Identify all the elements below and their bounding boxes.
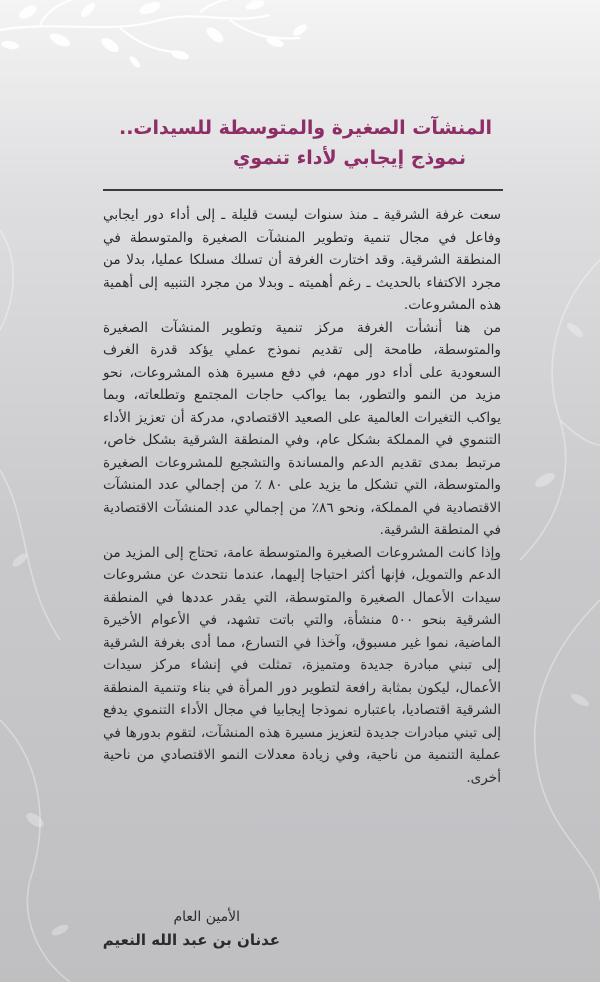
paragraph-3: وإذا كانت المشروعات الصغيرة والمتوسطة عامة، تحتاج إلى المزيد من الدعم والتمويل، فإنها أكثر احتياجا إليهما، عندما نتحدث عن مشروعات سيدات الأعمال الصغيرة والمتوسطة، التي يقدر عددها في المنطقة الشرقية بنحو ٥٠٠ منشأة، والتي باتت تشهد، في الأعوام الأخيرة الماضية، نموا غير مسبوق، وآخذا في التسارع، مما أدى بغرفة الشرقية إلى تبني مبادرة جديدة ومتميزة، تمثلت في إنشاء مركز سيدات الأعمال، ليكون بمثابة رافعة لتطوير دور المرأة في بناء وتنمية المنطقة الشرقية اقتصاديا، باعتباره نموذجا إيجابيا في مجال الأداء التنموي يدفع إلى تبني مبادرات جديدة لتعزيز مسيرة هذه المنشآت، لتقوم بدورها في عملية التنمية من ناحية، وفي زيادة معدلات النمو الاقتصادي من ناحية أخرى. bbox=[103, 544, 501, 786]
article-title bbox=[100, 113, 492, 173]
title-divider bbox=[103, 189, 503, 191]
title-line-2: نموذج إيجابي لأداء تنموي bbox=[233, 147, 466, 169]
signature-title: الأمين العام bbox=[173, 909, 240, 925]
paragraph-1: سعت غرفة الشرقية ـ منذ سنوات ليست قليلة ـ إلى أداء دور ايجابي وفاعل في مجال تنمية وتطوير المنشآت الصغيرة والمتوسطة في المنطقة الشرقية. وقد اختارت الغرفة أن تسلك مسلكا عمليا، بدلا من مجرد الاكتفاء بالحديث ـ رغم أهميته ـ وبدلا من مجرد التنبيه إلى أهمية هذه المشروعات. bbox=[103, 207, 501, 313]
signature-name: عدنان بن عبد الله النعيم bbox=[102, 931, 280, 949]
paragraph-2: من هنا أنشأت الغرفة مركز تنمية وتطوير المنشآت الصغيرة والمتوسطة، طامحة إلى تقديم نموذج عملي يؤكد قدرة الغرف السعودية على أداء دور مهم، في دفع مسيرة هذه المشروعات، نحو مزيد من النمو والتطور، بما يواكب حاجات المجتمع وتطلعاته، وبما يواكب التغيرات العالمية على الصعيد الاقتصادي، مدركة أن تعزيز الأداء التنموي في المملكة بشكل عام، وفي المنطقة الشرقية بشكل خاص، مرتبط بمدى تقديم الدعم والمساندة والتشجيع للمشروعات الصغيرة والمتوسطة، التي تشكل ما يزيد على ٨٠ ٪ من إجمالي عدد المنشآت الاقتصادية في المملكة، ونحو ٨٦٪ من إجمالي عدد المنشآت الاقتصادية في المنطقة الشرقية. bbox=[103, 319, 502, 538]
article-body bbox=[103, 204, 501, 789]
title-line-1: المنشآت الصغيرة والمتوسطة للسيدات.. bbox=[118, 117, 492, 139]
